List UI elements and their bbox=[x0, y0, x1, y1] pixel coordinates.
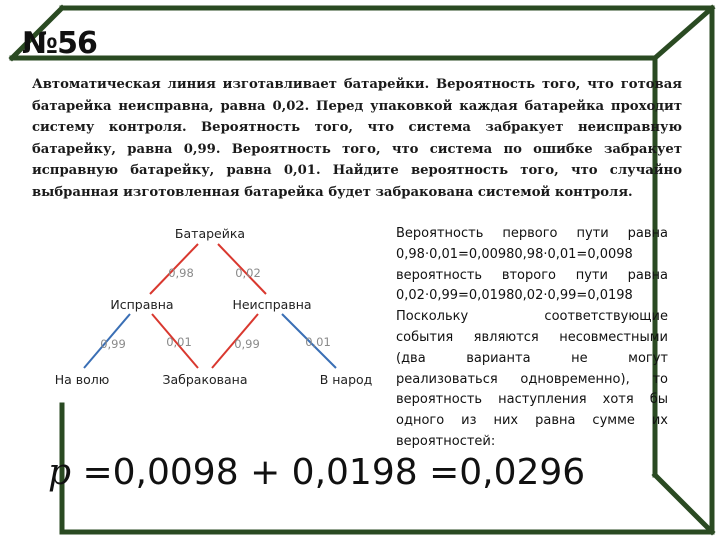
prob-root-right: 0,02 bbox=[235, 266, 261, 280]
formula-variable: p bbox=[48, 452, 72, 493]
answer-formula bbox=[48, 452, 585, 493]
leaf-middle: Забракована bbox=[162, 372, 248, 387]
explanation-line: одного из них равна сумме их bbox=[396, 413, 668, 429]
leaf-left: На волю bbox=[54, 372, 110, 387]
node-root: Батарейка bbox=[174, 226, 246, 241]
frame-diag-top-right bbox=[655, 8, 712, 58]
explanation-text bbox=[396, 224, 668, 453]
explanation-line: вероятностей: bbox=[396, 433, 496, 449]
explanation-line: 0,98·0,01=0,00980,98·0,01=0,0098 bbox=[396, 246, 633, 262]
explanation-line: Поскольку соответствующие bbox=[396, 309, 668, 325]
formula-expression: =0,0098 + 0,0198 =0,0296 bbox=[71, 452, 586, 493]
prob-root-left: 0,98 bbox=[168, 266, 194, 280]
explanation-line: 0,02·0,99=0,01980,02·0,99=0,0198 bbox=[396, 288, 633, 304]
leaf-right: В народ bbox=[319, 372, 373, 387]
slide-number: №56 bbox=[22, 26, 97, 61]
explanation-line: реализоваться одновременно), то bbox=[396, 371, 668, 387]
explanation-line: (два варианта не могут bbox=[396, 350, 668, 366]
probability-tree bbox=[40, 222, 390, 402]
prob-right-reject: 0,99 bbox=[234, 337, 260, 351]
explanation-line: вероятность наступления хотя бы bbox=[396, 392, 668, 408]
explanation-line: вероятность второго пути равна bbox=[396, 267, 668, 283]
prob-right-leaf: 0,01 bbox=[305, 335, 331, 349]
frame-diag-bottom-right bbox=[655, 475, 712, 532]
problem-text: Автоматическая линия изготавливает батарейки. Вероятность того, что готовая батарейка неисправна, равна 0,02. Перед упаковкой каждая батарейка проходит систему контроля. Вероятность того, что система забракует неисправную батарейку, равна 0,99. Вероятность того, что система по ошибке забракует исправную батарейку, равна 0,01. Найдите вероятность того, что случайно выбранная изготовленная батарейка будет забракована системой контроля. bbox=[32, 77, 682, 200]
prob-left-leaf: 0,99 bbox=[100, 337, 126, 351]
prob-left-reject: 0,01 bbox=[166, 335, 192, 349]
explanation-line: события являются несовместными bbox=[396, 329, 668, 345]
node-right: Неисправна bbox=[232, 297, 312, 312]
explanation-line: Вероятность первого пути равна bbox=[396, 226, 668, 241]
node-left: Исправна bbox=[110, 297, 174, 312]
